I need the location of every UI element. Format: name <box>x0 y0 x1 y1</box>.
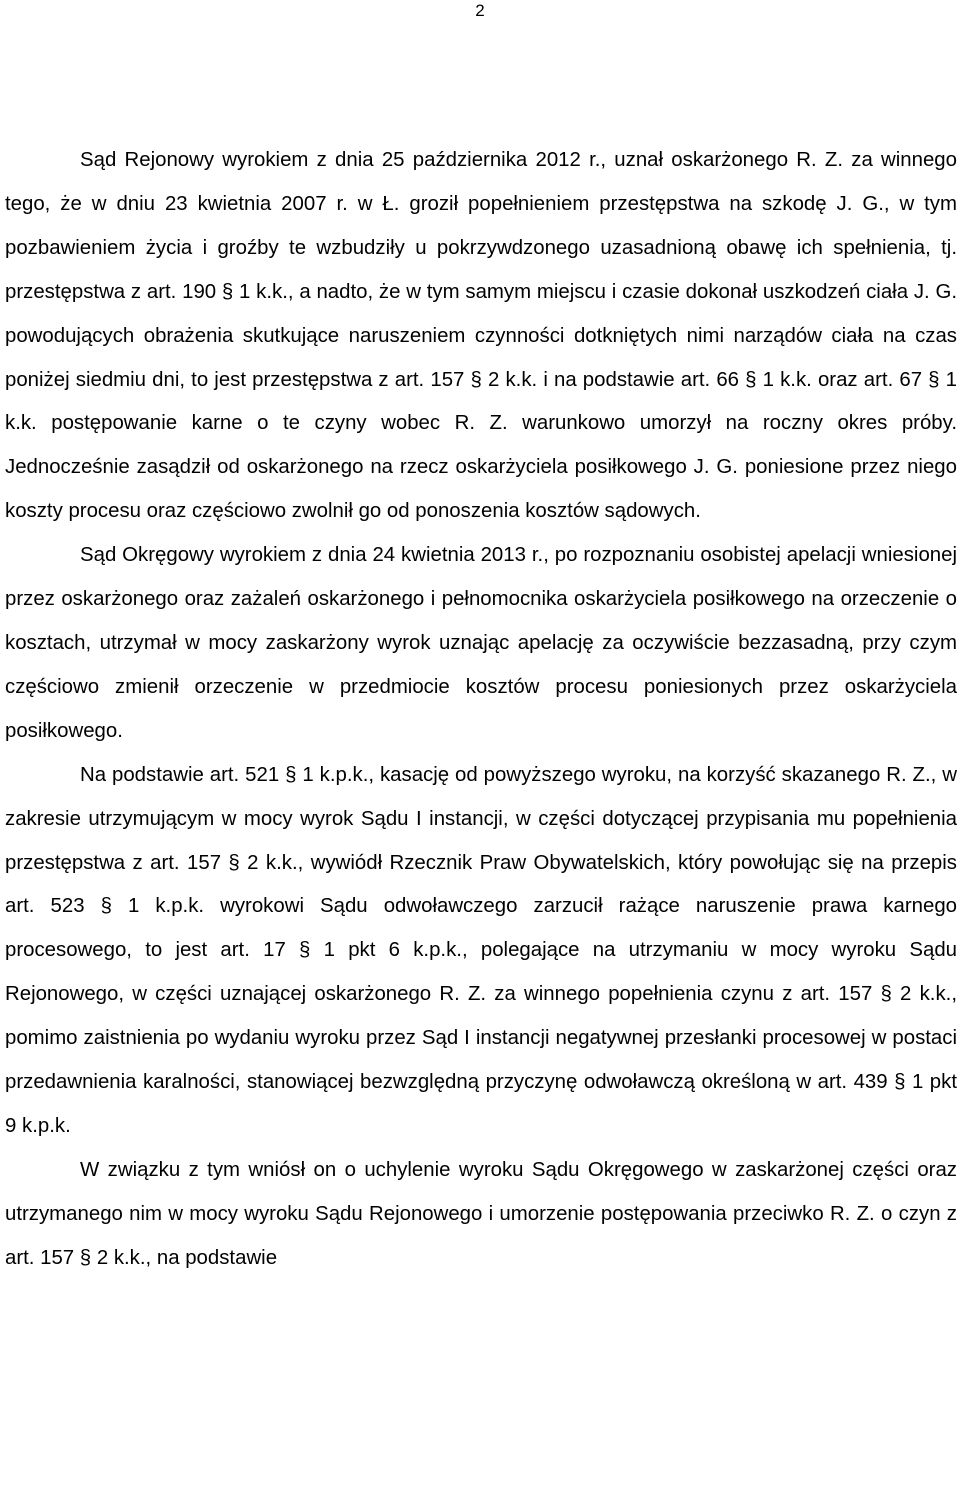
paragraph-cassation: Na podstawie art. 521 § 1 k.p.k., kasację od powyższego wyroku, na korzyść skazanego R. Z., w zakresie utrzymującym w mocy wyrok Sądu I instancji, w części dotyczącej przypisania mu popełnienia przestępstwa z art. 157 § 2 k.k., wywiódł Rzecznik Praw Obywatelskich, który powołując się na przepis art. 523 § 1 k.p.k. wyrokowi Sądu odwoławczego zarzucił rażące naruszenie prawa karnego procesowego, to jest art. 17 § 1 pkt 6 k.p.k., polegające na utrzymaniu w mocy wyroku Sądu Rejonowego, w części uznającej oskarżonego R. Z. za winnego popełnienia czynu z art. 157 § 2 k.k., pomimo zaistnienia po wydaniu wyroku przez Sąd I instancji negatywnej przesłanki procesowej w postaci przedawnienia karalności, stanowiącej bezwzględną przyczynę odwoławczą określoną w art. 439 § 1 pkt 9 k.p.k. <box>5 763 957 1137</box>
paragraph-motion: W związku z tym wniósł on o uchylenie wyroku Sądu Okręgowego w zaskarżonej części oraz utrzymanego nim w mocy wyroku Sądu Rejonowego i umorzenie postępowania przeciwko R. Z. o czyn z art. 157 § 2 k.k., na podstawie <box>5 1158 957 1269</box>
paragraph-first-instance-judgment: Sąd Rejonowy wyrokiem z dnia 25 października 2012 r., uznał oskarżonego R. Z. za winnego tego, że w dniu 23 kwietnia 2007 r. w Ł. groził popełnieniem przestępstwa na szkodę J. G., w tym pozbawieniem życia i groźby te wzbudziły u pokrzywdzonego uzasadnioną obawę ich spełnienia, tj. przestępstwa z art. 190 § 1 k.k., a nadto, że w tym samym miejscu i czasie dokonał uszkodzeń ciała J. G. powodujących obrażenia skutkujące naruszeniem czynności dotkniętych nimi narządów ciała na czas poniżej siedmiu dni, to jest przestępstwa z art. 157 § 2 k.k. i na podstawie art. 66 § 1 k.k. oraz art. 67 § 1 k.k. postępowanie karne o te czyny wobec R. Z. warunkowo umorzył na roczny okres próby. Jednocześnie zasądził od oskarżonego na rzecz oskarżyciela posiłkowego J. G. poniesione przez niego koszty procesu oraz częściowo zwolnił go od ponoszenia kosztów sądowych. <box>5 149 957 523</box>
document-body <box>5 139 957 1281</box>
page-number: 2 <box>475 1 485 20</box>
paragraph-appeal-judgment: Sąd Okręgowy wyrokiem z dnia 24 kwietnia 2013 r., po rozpoznaniu osobistej apelacji wniesionej przez oskarżonego oraz zażaleń oskarżonego i pełnomocnika oskarżyciela posiłkowego na orzeczenie o kosztach, utrzymał w mocy zaskarżony wyrok uznając apelację za oczywiście bezzasadną, przy czym częściowo zmienił orzeczenie w przedmiocie kosztów procesu poniesionych przez oskarżyciela posiłkowego. <box>5 544 957 742</box>
